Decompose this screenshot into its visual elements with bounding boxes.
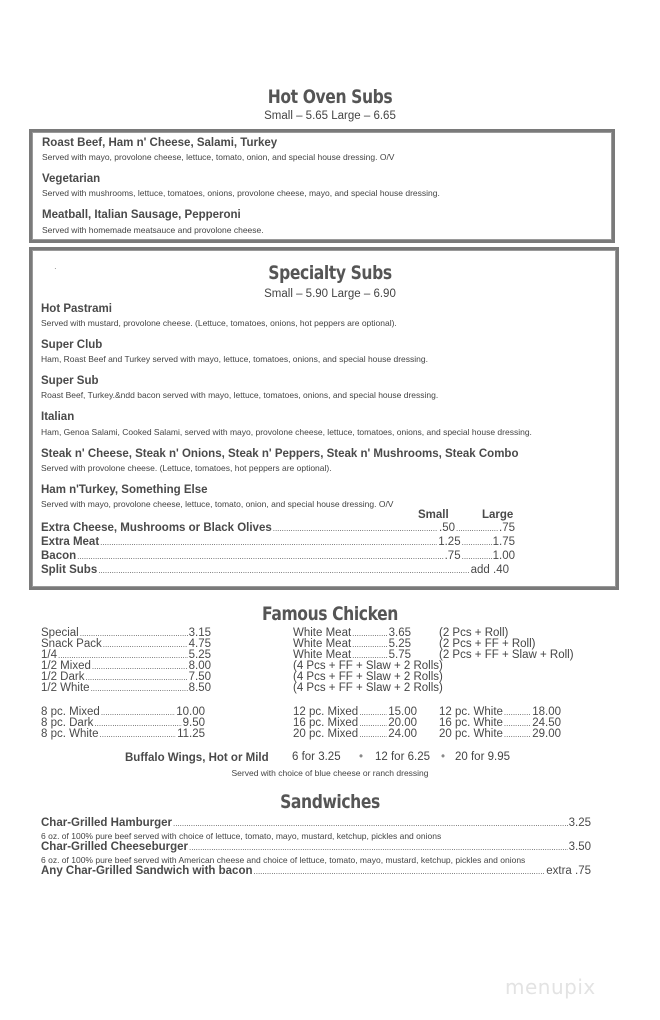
bucket-row — [439, 729, 561, 741]
extras-header-large: Large — [482, 509, 514, 521]
hot-oven-subs-title: Hot Oven Subs — [267, 86, 393, 108]
sandwich-row — [41, 817, 591, 829]
chicken-name: Snack Pack — [41, 638, 102, 650]
sandwiches-title: Sandwiches — [280, 791, 380, 813]
item-name: Meatball, Italian Sausage, Pepperoni — [42, 209, 241, 221]
wings-option: 12 for 6.25 — [375, 751, 430, 763]
chicken-name: 1/4 — [41, 649, 57, 661]
extra-large-price: 1.00 — [492, 550, 515, 562]
menupix-watermark: menupix — [505, 975, 596, 999]
sandwich-name: Char-Grilled Hamburger — [41, 817, 172, 829]
famous-chicken-title: Famous Chicken — [262, 603, 398, 625]
item-desc: Served with provolone cheese. (Lettuce, tomatoes, hot peppers are optional). — [41, 463, 332, 473]
extras-row — [41, 522, 515, 534]
hot-oven-subs-prices: Small – 5.65 Large – 6.65 — [264, 110, 396, 122]
chicken-name: White Meat — [293, 627, 352, 639]
sandwich-name: Char-Grilled Cheeseburger — [41, 841, 188, 853]
bucket-name: 8 pc. Dark — [41, 717, 94, 729]
bucket-name: 20 pc. White — [439, 728, 503, 740]
extra-large-price: 1.75 — [492, 536, 515, 548]
extra-small-price: .75 — [444, 550, 461, 562]
chicken-price: 3.65 — [388, 627, 411, 639]
sandwich-price: 3.25 — [568, 817, 591, 829]
stray-mark: · — [54, 264, 57, 273]
sandwich-desc: 6 oz. of 100% pure beef served with American cheese and choice of lettuce, tomato, mayo, mustard, ketchup, pickles and onions — [41, 855, 526, 865]
chicken-note: (2 Pcs + FF + Roll) — [439, 638, 536, 650]
chicken-price: 7.50 — [188, 671, 211, 683]
chicken-price: 8.50 — [188, 682, 211, 694]
chicken-name: Special — [41, 627, 79, 639]
item-desc: Served with mushrooms, lettuce, tomatoes, onions, provolone cheese, mayo, and special house dressing. — [42, 188, 440, 198]
bucket-name: 12 pc. White — [439, 706, 503, 718]
bucket-name: 12 pc. Mixed — [293, 706, 359, 718]
item-desc: Ham, Genoa Salami, Cooked Salami, served with mayo, provolone cheese, lettuce, tomatoes, onions, and special house dressing. — [41, 427, 532, 437]
extra-name: Extra Cheese, Mushrooms or Black Olives — [41, 522, 272, 534]
chicken-note: (4 Pcs + FF + Slaw + 2 Rolls) — [293, 660, 443, 672]
extras-header-small: Small — [418, 509, 449, 521]
bucket-price: 9.50 — [182, 717, 205, 729]
chicken-note: (2 Pcs + Roll) — [439, 627, 509, 639]
item-name: Hot Pastrami — [41, 303, 112, 315]
bucket-row — [293, 729, 417, 741]
buffalo-wings-name: Buffalo Wings, Hot or Mild — [125, 752, 269, 764]
specialty-subs-title: Specialty Subs — [268, 262, 392, 284]
sandwich-price: extra .75 — [546, 865, 591, 877]
chicken-name: 1/2 Mixed — [41, 660, 91, 672]
hot-oven-subs-box — [29, 129, 615, 243]
sandwich-price: 3.50 — [568, 841, 591, 853]
chicken-name: White Meat — [293, 638, 352, 650]
item-name: Italian — [41, 411, 75, 423]
bucket-price: 24.00 — [388, 728, 417, 740]
bucket-price: 10.00 — [176, 706, 205, 718]
bucket-name: 20 pc. Mixed — [293, 728, 359, 740]
chicken-note: (2 Pcs + FF + Slaw + Roll) — [439, 649, 574, 661]
bucket-price: 20.00 — [388, 717, 417, 729]
extras-row — [41, 536, 515, 548]
wings-option: 20 for 9.95 — [455, 751, 510, 763]
chicken-note: (4 Pcs + FF + Slaw + 2 Rolls) — [293, 671, 443, 683]
chicken-name: 1/2 Dark — [41, 671, 85, 683]
chicken-price: 5.25 — [188, 649, 211, 661]
item-desc: Served with mustard, provolone cheese. (Lettuce, tomatoes, onions, hot peppers are optional). — [41, 318, 397, 328]
chicken-row — [41, 639, 211, 651]
item-name: Steak n' Cheese, Steak n' Onions, Steak n' Peppers, Steak n' Mushrooms, Steak Combo — [41, 448, 519, 460]
extras-row — [41, 564, 509, 576]
chicken-price: 5.25 — [388, 638, 411, 650]
bucket-price: 24.50 — [532, 717, 561, 729]
specialty-subs-prices: Small – 5.90 Large – 6.90 — [264, 288, 396, 300]
chicken-price: 3.15 — [188, 627, 211, 639]
sandwich-desc: 6 oz. of 100% pure beef served with choice of lettuce, tomato, mayo, mustard, ketchup, pickles and onions — [41, 831, 442, 841]
extra-small-price: .50 — [439, 522, 455, 534]
chicken-name: 1/2 White — [41, 682, 90, 694]
bucket-name: 8 pc. Mixed — [41, 706, 100, 718]
item-desc: Served with mayo, provolone cheese, lettuce, tomato, onion, and special house dressing. O/V — [41, 499, 394, 509]
bucket-name: 8 pc. White — [41, 728, 99, 740]
sandwich-row — [41, 841, 591, 853]
bullet-icon: • — [441, 751, 446, 763]
item-desc: Served with homemade meatsauce and provolone cheese. — [42, 225, 264, 235]
bullet-icon: • — [359, 751, 364, 763]
chicken-price: 8.00 — [188, 660, 211, 672]
chicken-name: White Meat — [293, 649, 352, 661]
chicken-note: (4 Pcs + FF + Slaw + 2 Rolls) — [293, 682, 443, 694]
extra-name: Extra Meat — [41, 536, 100, 548]
wings-desc: Served with choice of blue cheese or ranch dressing — [231, 768, 429, 778]
extras-row — [41, 550, 515, 562]
item-name: Super Club — [41, 339, 103, 351]
extra-price: add .40 — [470, 564, 509, 576]
item-name: Vegetarian — [42, 173, 101, 185]
sandwich-row — [41, 865, 591, 877]
bucket-price: 29.00 — [532, 728, 561, 740]
item-name: Roast Beef, Ham n' Cheese, Salami, Turkey — [42, 137, 278, 149]
bucket-row — [41, 729, 205, 741]
sandwich-name: Any Char-Grilled Sandwich with bacon — [41, 865, 253, 877]
extra-small-price: 1.25 — [438, 536, 461, 548]
item-name: Super Sub — [41, 375, 99, 387]
chicken-row — [41, 683, 211, 695]
item-desc: Ham, Roast Beef and Turkey served with mayo, lettuce, tomatoes, onions, and special house dressing. — [41, 354, 428, 364]
bucket-price: 15.00 — [388, 706, 417, 718]
extra-name: Split Subs — [41, 564, 98, 576]
item-desc: Roast Beef, Turkey.&ndd bacon served with mayo, lettuce, tomatoes, onions, and special house dressing. — [41, 390, 439, 400]
bucket-name: 16 pc. White — [439, 717, 503, 729]
extra-name: Bacon — [41, 550, 77, 562]
chicken-price: 4.75 — [188, 638, 211, 650]
item-desc: Served with mayo, provolone cheese, lettuce, tomato, onion, and special house dressing. O/V — [42, 152, 395, 162]
extra-large-price: .75 — [499, 522, 515, 534]
wings-option: 6 for 3.25 — [292, 751, 341, 763]
chicken-price: 5.75 — [388, 649, 411, 661]
item-name: Ham n'Turkey, Something Else — [41, 484, 208, 496]
bucket-price: 11.25 — [177, 728, 205, 740]
bucket-price: 18.00 — [532, 706, 561, 718]
bucket-name: 16 pc. Mixed — [293, 717, 359, 729]
